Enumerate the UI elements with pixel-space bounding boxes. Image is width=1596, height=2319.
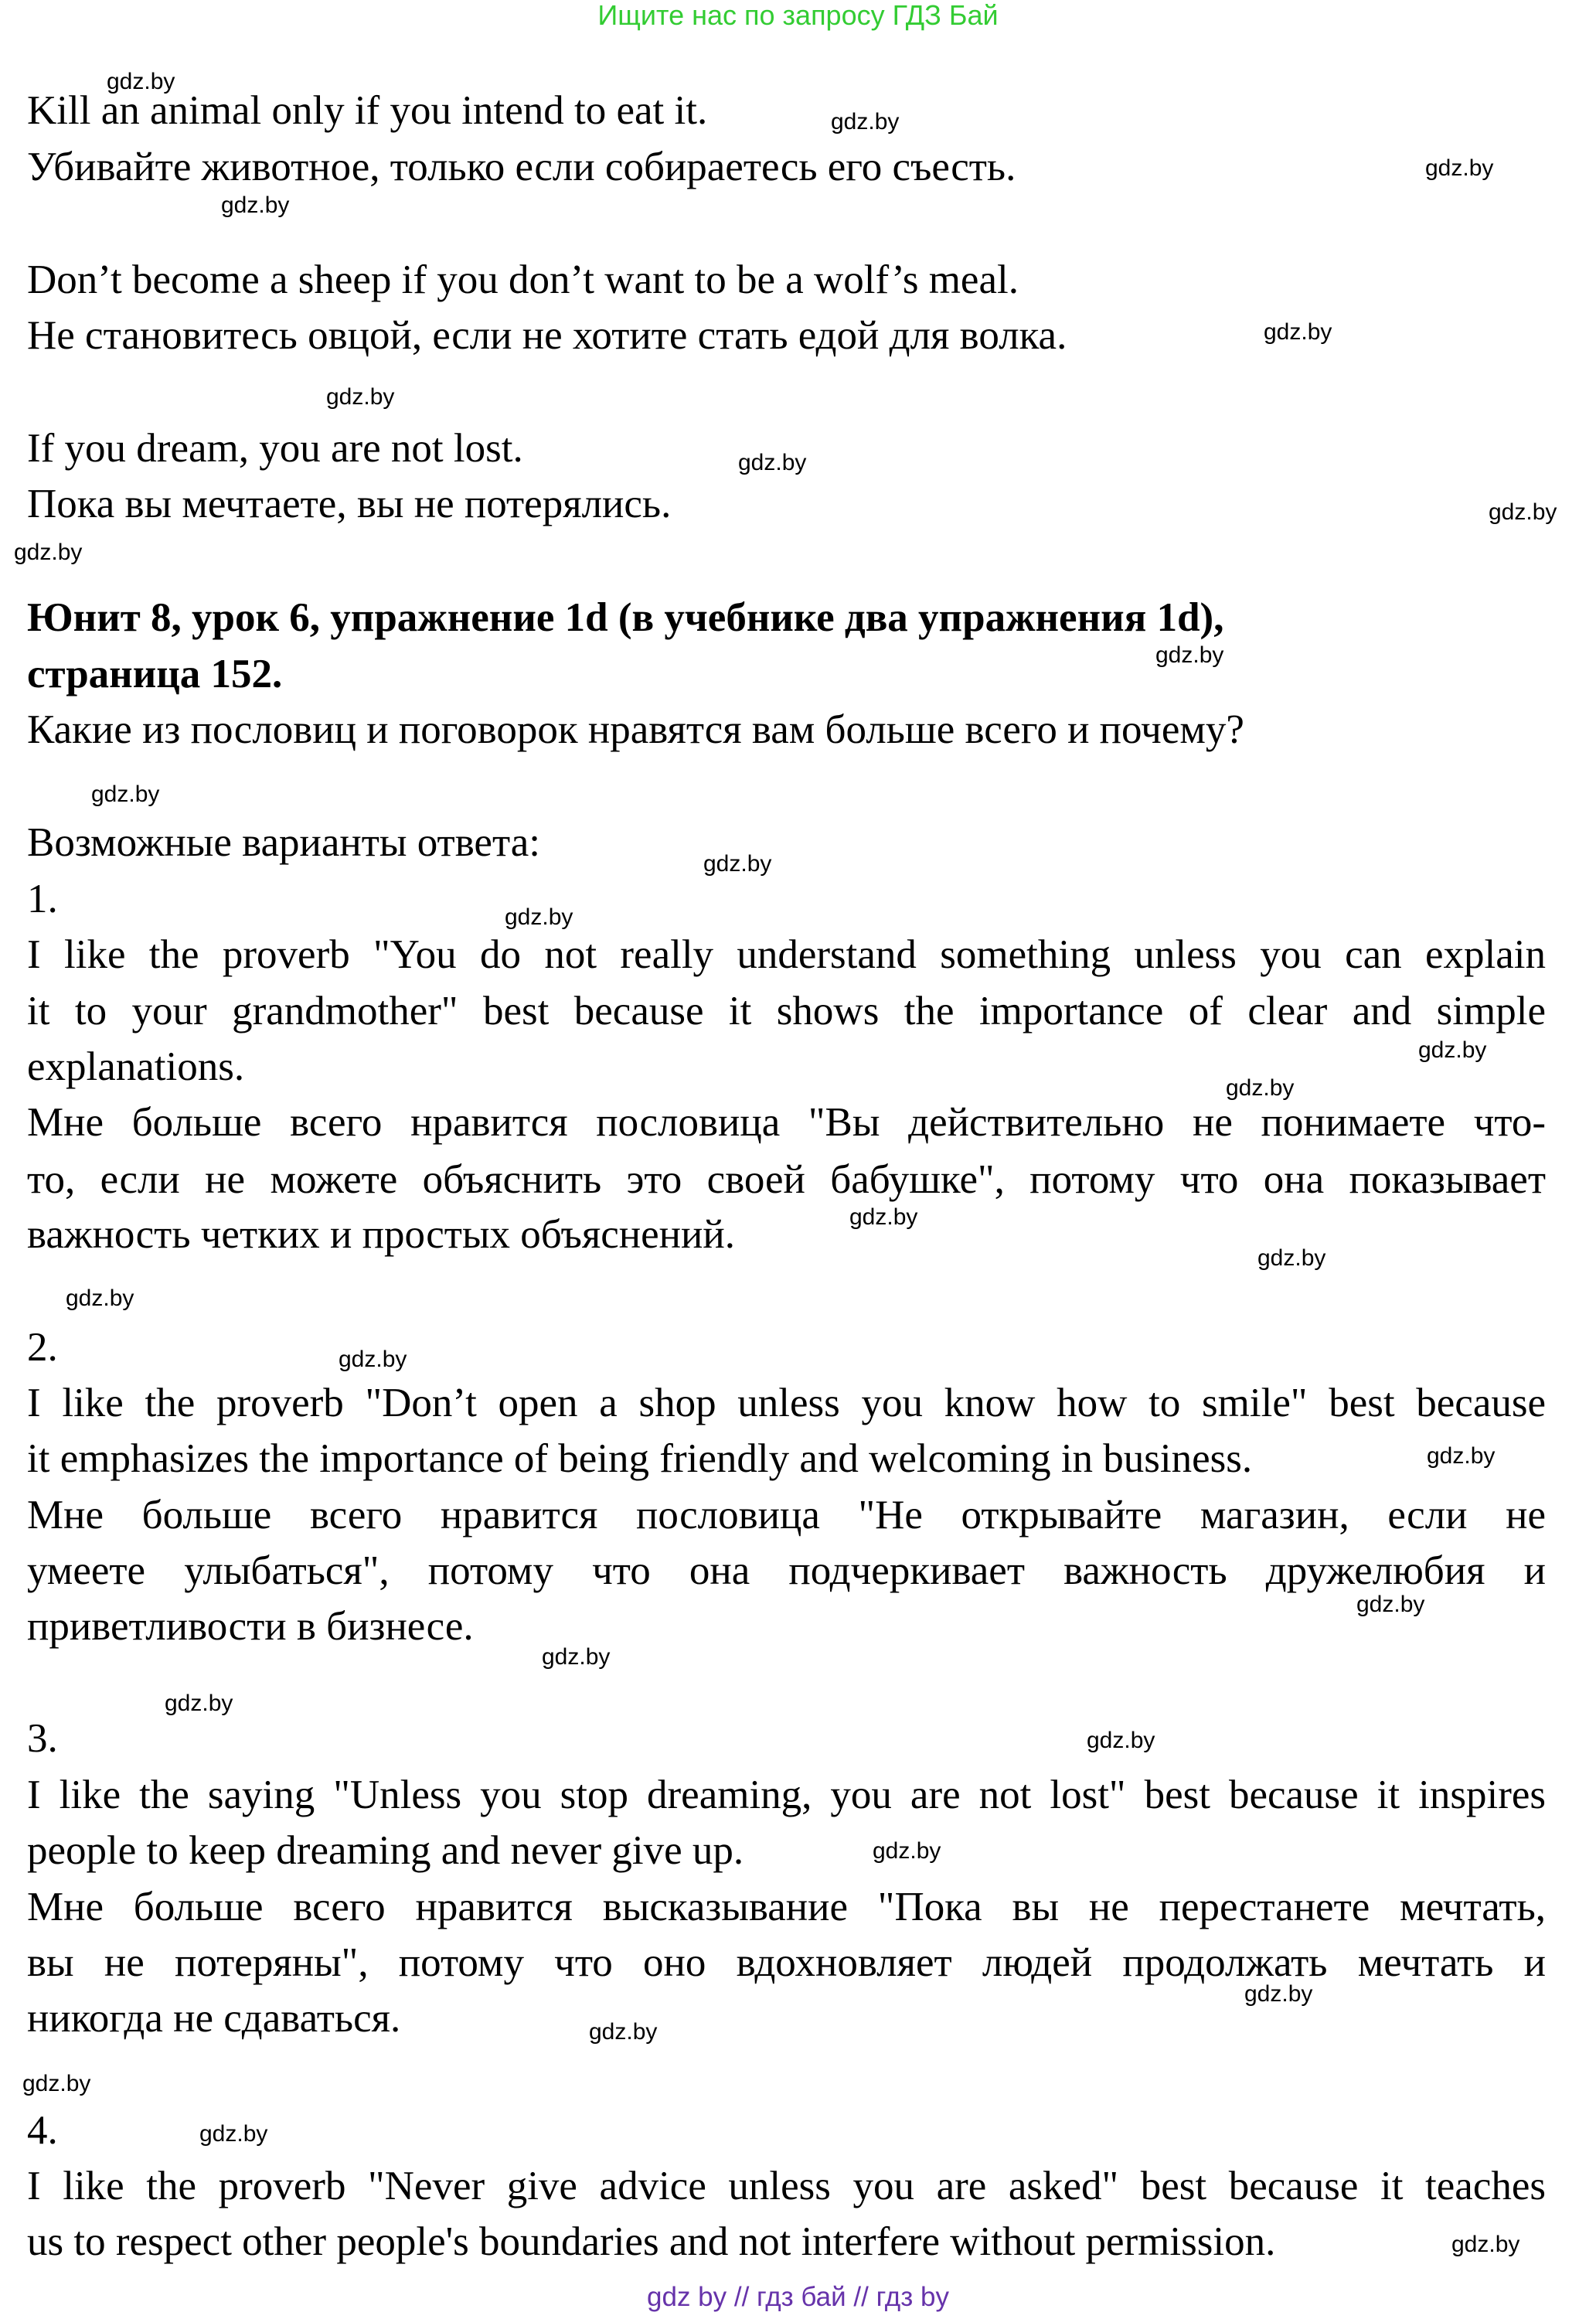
exercise-heading-line-2: страница 152. <box>27 652 283 696</box>
answer-2-number: 2. <box>27 1325 58 1370</box>
watermark: gdz.by <box>1257 1245 1326 1271</box>
watermark: gdz.by <box>1427 1443 1496 1469</box>
watermark: gdz.by <box>1087 1728 1155 1753</box>
answer-1-en-line-3: explanations. <box>27 1044 245 1089</box>
answer-2-ru-line-3: приветливости в бизнесе. <box>27 1604 474 1649</box>
proverb-3-en: If you dream, you are not lost. <box>27 426 523 471</box>
watermark: gdz.by <box>738 450 807 475</box>
watermark: gdz.by <box>339 1347 407 1372</box>
site-footer: gdz by // гдз бай // гдз by <box>647 2282 949 2312</box>
answer-1-en-line-2: it to your grandmother" best because it shows the importance of clear and simple <box>27 989 1546 1034</box>
watermark: gdz.by <box>14 540 83 565</box>
watermark: gdz.by <box>703 851 772 877</box>
answer-1-ru-line-3: важность четких и простых объяснений. <box>27 1212 735 1257</box>
answer-3-ru-line-2: вы не потеряны", потому что оно вдохновляет людей продолжать мечтать и <box>27 1940 1546 1985</box>
watermark: gdz.by <box>542 1644 611 1670</box>
watermark: gdz.by <box>1489 499 1557 525</box>
answer-3-en-line-2: people to keep dreaming and never give up. <box>27 1828 744 1873</box>
watermark: gdz.by <box>221 192 290 218</box>
answer-4-en-line-2: us to respect other people's boundaries and not interfere without permission. <box>27 2219 1276 2264</box>
answer-1-en-line-1: I like the proverb "You do not really understand something unless you can explain <box>27 932 1546 977</box>
proverb-2-ru: Не становитесь овцой, если не хотите стать едой для волка. <box>27 313 1067 358</box>
answer-2-en-line-1: I like the proverb "Don’t open a shop unless you know how to smile" best because <box>27 1381 1546 1425</box>
proverb-1-ru: Убивайте животное, только если собираетесь его съесть. <box>27 145 1016 189</box>
answer-3-ru-line-3: никогда не сдаваться. <box>27 1996 401 2041</box>
watermark: gdz.by <box>1356 1592 1425 1617</box>
watermark: gdz.by <box>22 2071 91 2096</box>
watermark: gdz.by <box>831 109 900 135</box>
watermark: gdz.by <box>873 1838 941 1864</box>
exercise-heading-line-1: Юнит 8, урок 6, упражнение 1d (в учебнике два упражнения 1d), <box>27 595 1224 640</box>
answer-2-en-line-2: it emphasizes the importance of being friendly and welcoming in business. <box>27 1436 1253 1481</box>
watermark: gdz.by <box>589 2019 658 2045</box>
watermark: gdz.by <box>1418 1037 1487 1063</box>
watermark: gdz.by <box>165 1691 233 1716</box>
answer-1-number: 1. <box>27 877 58 921</box>
proverb-2-en: Don’t become a sheep if you don’t want to be a wolf’s meal. <box>27 257 1019 302</box>
exercise-question: Какие из пословиц и поговорок нравятся вам больше всего и почему? <box>27 707 1244 752</box>
proverb-3-ru: Пока вы мечтаете, вы не потерялись. <box>27 482 672 526</box>
watermark: gdz.by <box>107 69 175 94</box>
watermark: gdz.by <box>1155 642 1224 668</box>
answer-3-ru-line-1: Мне больше всего нравится высказывание "Пока вы не перестанете мечтать, <box>27 1885 1546 1929</box>
watermark: gdz.by <box>199 2121 268 2147</box>
answer-4-number: 4. <box>27 2108 58 2153</box>
answer-1-ru-line-2: то, если не можете объяснить это своей бабушке", потому что она показывает <box>27 1157 1546 1202</box>
watermark: gdz.by <box>1244 1981 1313 2007</box>
watermark: gdz.by <box>1451 2232 1520 2257</box>
watermark: gdz.by <box>1226 1075 1295 1101</box>
answer-1-ru-line-1: Мне больше всего нравится пословица "Вы действительно не понимаете что- <box>27 1100 1546 1145</box>
watermark: gdz.by <box>66 1285 134 1311</box>
watermark: gdz.by <box>326 384 395 410</box>
answer-4-en-line-1: I like the proverb "Never give advice unless you are asked" best because it teaches <box>27 2164 1546 2208</box>
answers-label: Возможные варианты ответа: <box>27 820 541 865</box>
answer-3-number: 3. <box>27 1716 58 1761</box>
watermark: gdz.by <box>505 904 573 930</box>
watermark: gdz.by <box>1425 155 1494 181</box>
answer-3-en-line-1: I like the saying "Unless you stop dreaming, you are not lost" best because it inspires <box>27 1772 1546 1817</box>
answer-2-ru-line-1: Мне больше всего нравится пословица "Не открывайте магазин, если не <box>27 1493 1546 1537</box>
watermark: gdz.by <box>1264 319 1332 345</box>
watermark: gdz.by <box>849 1204 918 1230</box>
watermark: gdz.by <box>91 782 160 807</box>
proverb-1-en: Kill an animal only if you intend to eat it. <box>27 88 708 133</box>
search-hint-header: Ищите нас по запросу ГДЗ Бай <box>597 0 999 31</box>
answer-2-ru-line-2: умеете улыбаться", потому что она подчеркивает важность дружелюбия и <box>27 1548 1546 1593</box>
